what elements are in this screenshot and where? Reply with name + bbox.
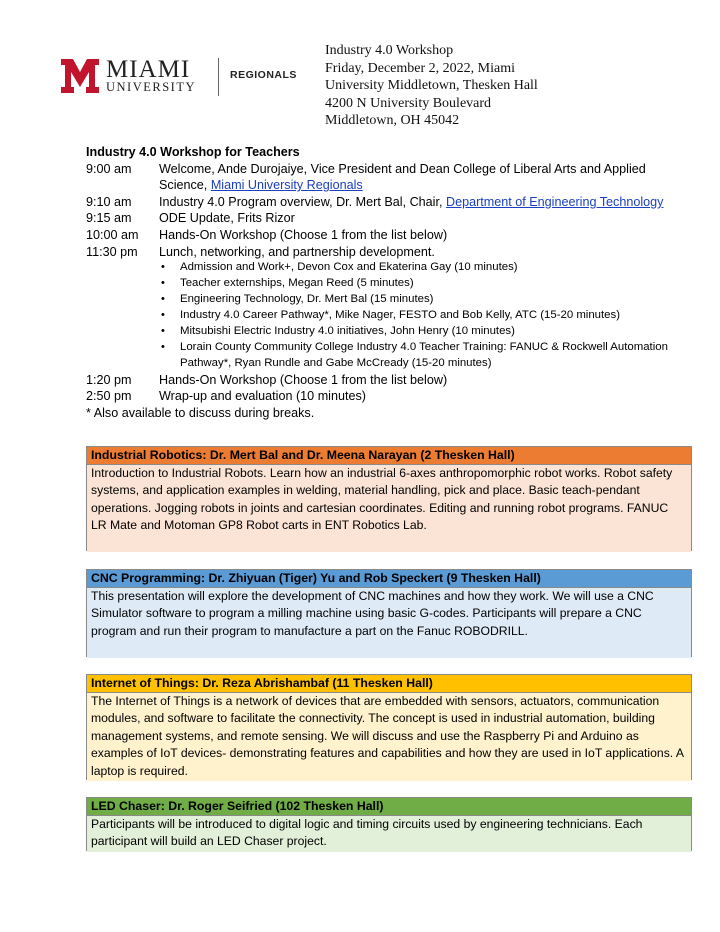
agenda-time: 10:00 am [86,227,139,242]
agenda-time: 2:50 pm [86,389,132,404]
agenda-row [86,244,676,261]
agenda-desc [159,194,676,211]
session-description: Participants will be introduced to digital logic and timing circuits used by engineering technicians. Each participant will build an LED Chaser project. [87,816,691,852]
agenda-row [86,388,676,405]
logo-regionals: REGIONALS [230,69,297,81]
agenda-row [86,161,676,194]
list-item: • Industry 4.0 Career Pathway*, Mike Nager, FESTO and Bob Kelly, ATC (15-20 minutes) [159,308,676,324]
agenda-time: 1:20 pm [86,372,132,387]
agenda-time: 9:10 am [86,194,132,209]
agenda-title: Industry 4.0 Workshop for Teachers [86,145,300,159]
list-item: • Teacher externships, Megan Reed (5 minutes) [159,276,676,292]
agenda-time: 9:15 am [86,211,132,226]
agenda-text: Hands-On Workshop (Choose 1 from the list below) [159,372,448,387]
miami-university-regionals-logo [60,56,297,98]
list-item: • Lorain County Community College Industry 4.0 Teacher Training: FANUC & Rockwell Automation Pathway*, Ryan Rundle and Gabe McCready (15-20 minutes) [159,340,676,372]
agenda-text: Hands-On Workshop (Choose 1 from the list below) [159,227,448,242]
session-header: LED Chaser: Dr. Roger Seifried (102 Thesken Hall) [87,798,691,816]
session-header: Industrial Robotics: Dr. Mert Bal and Dr. Meena Narayan (2 Thesken Hall) [87,447,691,465]
agenda-row [86,227,676,244]
agenda-footnote: * Also available to discuss during breaks. [86,405,315,420]
agenda-text: Welcome, Ande Durojaiye, Vice President and Dean College of Liberal Arts and Applied Science, [159,161,646,193]
event-address-block [325,42,538,130]
agenda-text: Lunch, networking, and partnership development. [159,244,435,259]
lunch-presentations-list [86,260,676,371]
session-header: CNC Programming: Dr. Zhiyuan (Tiger) Yu and Rob Speckert (9 Thesken Hall) [87,570,691,588]
list-item: • Mitsubishi Electric Industry 4.0 initiatives, John Henry (10 minutes) [159,324,676,340]
engineering-technology-link[interactable]: Department of Engineering Technology [445,194,664,209]
session-description: Introduction to Industrial Robots. Learn how an industrial 6-axes anthropomorphic robot works. Robot safety systems, and application examples in welding, material handling, pick and place. Basic teach-pendant operations. Jogging robots in joints and cartesian coordinates. Editing and running robot programs. FANUC LR Mate and Motoman GP8 Robot carts in ENT Robotics Lab. [87,465,691,552]
agenda-time: 11:30 pm [86,244,138,259]
agenda-text: Industry 4.0 Program overview, Dr. Mert Bal, Chair, [159,194,446,209]
agenda-text: Wrap-up and evaluation (10 minutes) [159,389,366,404]
session-description: The Internet of Things is a network of devices that are embedded with sensors, actuators, communication modules, and software to facilitate the connectivity. The concept is used in industrial automation, building management systems, and remote sensing. We will discuss and use the Raspberry Pi and Arduino as examples of IoT devices- demonstrating features and capabilities and how they are used in IoT applications. A laptop is required. [87,693,691,781]
list-item: • Engineering Technology, Dr. Mert Bal (15 minutes) [159,292,676,308]
agenda-row [86,372,676,389]
list-item: • Admission and Work+, Devon Cox and Ekaterina Gay (10 minutes) [159,260,676,276]
agenda-row [86,194,676,211]
address-line: Industry 4.0 Workshop [325,43,454,58]
logo-wordmark: MIAMI [106,56,191,83]
logo-subtitle: UNIVERSITY [106,80,196,94]
session-header: Internet of Things: Dr. Reza Abrishambaf (11 Thesken Hall) [87,675,691,693]
logo-divider [218,58,219,96]
session-led-chaser [86,797,692,851]
agenda-text: ODE Update, Frits Rizor [159,211,295,226]
miami-m-logo-icon [60,58,100,94]
session-description: This presentation will explore the development of CNC machines and how they work. We will use a CNC Simulator software to program a milling machine using basic G-codes. Participants will prepare a CNC program and run their program to manufacture a part on the Fanuc ROBODRILL. [87,588,691,658]
address-line: Friday, December 2, 2022, Miami [325,60,515,76]
session-cnc-programming [86,569,692,657]
agenda [86,144,676,421]
session-internet-of-things [86,674,692,780]
address-line: Middletown, OH 45042 [325,113,460,128]
agenda-time: 9:00 am [86,161,132,176]
agenda-desc [159,161,676,194]
agenda-row [86,210,676,227]
address-line: 4200 N University Boulevard [325,95,492,111]
session-industrial-robotics [86,446,692,551]
address-line: University Middletown, Thesken Hall [325,78,538,93]
miami-regionals-link[interactable]: Miami University Regionals [210,178,363,193]
